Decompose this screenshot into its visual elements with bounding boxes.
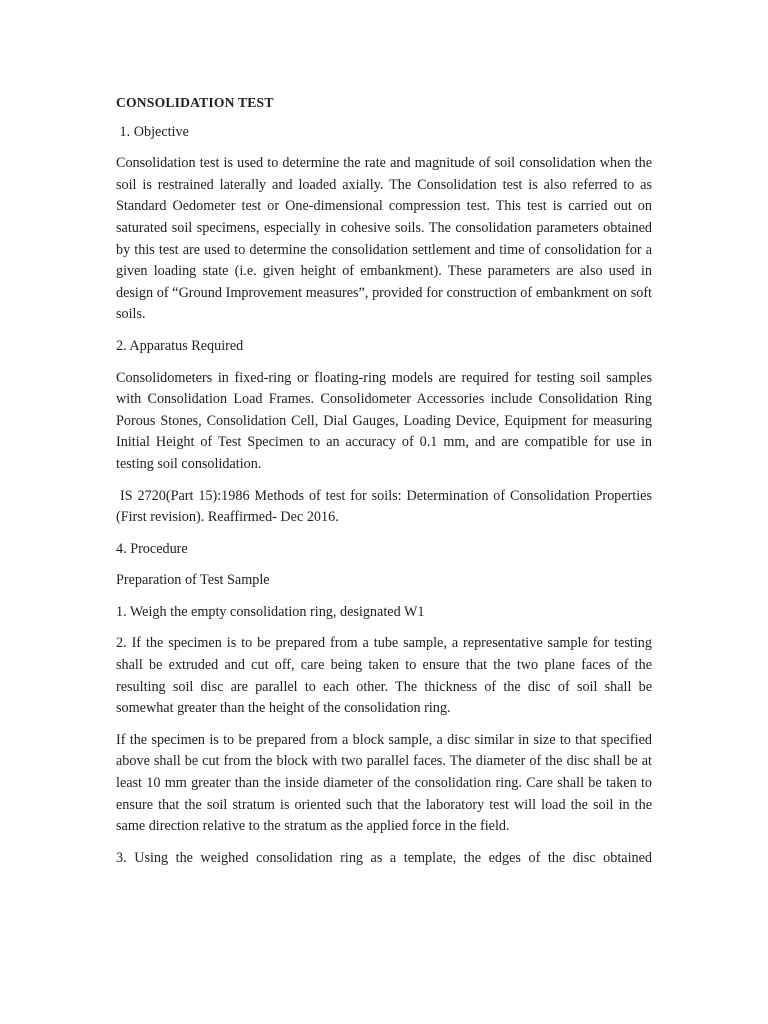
apparatus-heading: 2. Apparatus Required (116, 337, 244, 354)
document-title: CONSOLIDATION TEST (116, 95, 274, 110)
procedure-step-1: 1. Weigh the empty consolidation ring, designated W1 (116, 603, 425, 620)
standard-reference: IS 2720(Part 15):1986 Methods of test for soils: Determination of Consolidation Properties (First revision). Reaffirmed- Dec 2016. (116, 487, 652, 526)
procedure-heading: 4. Procedure (116, 540, 188, 557)
block-sample-paragraph: If the specimen is to be prepared from a block sample, a disc similar in size to that specified above shall be cut from the block with two parallel faces. The diameter of the disc shall be at least 10 mm greater than the inside diameter of the consolidation ring. Care shall be taken to ensure that the soil stratum is oriented such that the laboratory test will load the soil in the same direction relative to the stratum as the applied force in the field. (116, 731, 652, 835)
procedure-step-3: 3. Using the weighed consolidation ring as a template, the edges of the disc obtained (116, 849, 652, 866)
objective-heading: 1. Objective (116, 123, 189, 140)
document-page (116, 92, 652, 869)
apparatus-paragraph: Consolidometers in fixed-ring or floating-ring models are required for testing soil samples with Consolidation Load Frames. Consolidometer Accessories include Consolidation Ring Porous Stones, Consolidation Cell, Dial Gauges, Loading Device, Equipment for measuring Initial Height of Test Specimen to an accuracy of 0.1 mm, and are compatible for use in testing soil consolidation. (116, 369, 652, 472)
sample-preparation-subheading: Preparation of Test Sample (116, 572, 270, 589)
procedure-step-2: 2. If the specimen is to be prepared from a tube sample, a representative sample for testing shall be extruded and cut off, care being taken to ensure that the two plane faces of the resulting soil disc are parallel to each other. The thickness of the disc of soil shall be somewhat greater than the height of the consolidation ring. (116, 635, 652, 717)
objective-paragraph: Consolidation test is used to determine the rate and magnitude of soil consolidation when the soil is restrained laterally and loaded axially. The Consolidation test is also referred to as Standard Oedometer test or One-dimensional compression test. This test is carried out on saturated soil specimens, especially in cohesive soils. The consolidation parameters obtained by this test are used to determine the consolidation settlement and time of consolidation for a given loading state (i.e. given height of embankment). These parameters are also used in design of “Ground Improvement measures”, provided for construction of embankment on soft soils. (116, 155, 652, 323)
